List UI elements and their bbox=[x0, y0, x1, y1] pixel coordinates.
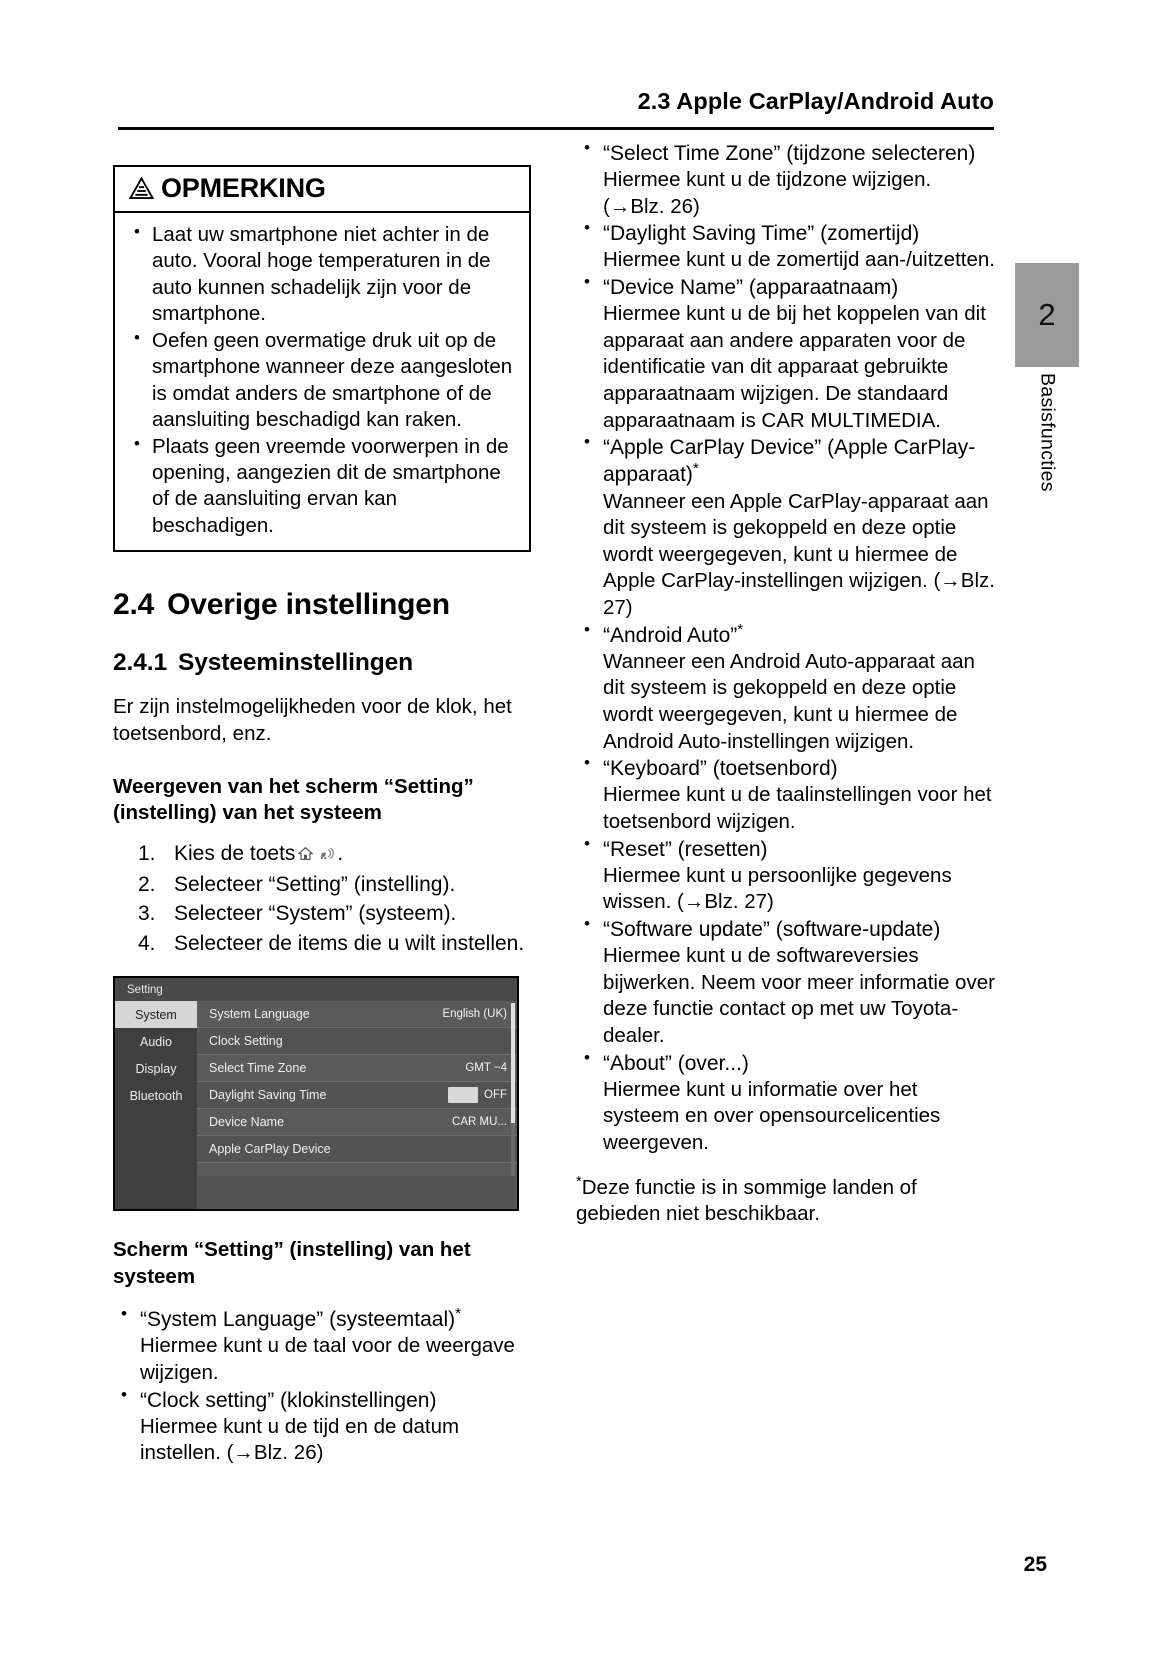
section-title: Overige instellingen bbox=[167, 588, 450, 622]
chapter-tab bbox=[1015, 263, 1079, 367]
item-term: • “Select Time Zone” (tijdzone selecteren) bbox=[603, 142, 976, 165]
subsection-title: Systeeminstellingen bbox=[178, 649, 414, 677]
tab-bluetooth[interactable]: Bluetooth bbox=[115, 1082, 197, 1109]
settings-window-title: Setting bbox=[115, 978, 517, 1001]
notice-body bbox=[115, 213, 529, 550]
step-item bbox=[138, 839, 533, 870]
page-title: 2.3 Apple CarPlay/Android Auto bbox=[637, 88, 994, 114]
notice-box bbox=[113, 165, 531, 552]
list-item bbox=[576, 755, 996, 835]
item-description: Hiermee kunt u informatie over het systeem en over opensourcelicenties weergeven. bbox=[603, 1077, 941, 1155]
item-description: Hiermee kunt u persoonlijke gegevens wissen. (→Blz. 27) bbox=[603, 863, 952, 914]
home-icon bbox=[297, 840, 314, 870]
footnote-marker: * bbox=[455, 1305, 462, 1323]
row-label: Daylight Saving Time bbox=[209, 1088, 327, 1103]
table-row[interactable] bbox=[197, 1055, 517, 1082]
footnote-marker: * bbox=[737, 620, 744, 638]
list-item bbox=[576, 274, 996, 434]
step-text-after: . bbox=[337, 841, 344, 865]
procedure-steps bbox=[113, 839, 533, 959]
settings-screen-figure bbox=[113, 976, 519, 1211]
notice-header bbox=[115, 167, 529, 213]
list-item bbox=[576, 1050, 996, 1157]
subsection-number: 2.4.1 bbox=[113, 649, 167, 677]
table-row[interactable] bbox=[197, 1001, 517, 1028]
tab-audio[interactable]: Audio bbox=[115, 1028, 197, 1055]
item-description: Hiermee kunt u de bij het koppelen van dit apparaat aan andere apparaten voor de identificatie van dit apparaat gebruikte apparaatnaam wijzigen. De standaard apparaatnaam is CAR MULTIMEDIA. bbox=[603, 302, 986, 432]
item-term: • “Keyboard” (toetsenbord) bbox=[603, 757, 838, 781]
intro-paragraph: Er zijn instelmogelijkheden voor de klok, het toetsenbord, enz. bbox=[113, 695, 512, 745]
item-description: Hiermee kunt u de taalinstellingen voor het toetsenbord wijzigen. bbox=[603, 783, 992, 834]
row-value: GMT −4 bbox=[465, 1062, 507, 1075]
section-number: 2.4 bbox=[113, 588, 155, 622]
chapter-number: 2 bbox=[1038, 297, 1056, 332]
footnote bbox=[576, 1175, 996, 1228]
settings-screen-heading: Scherm “Setting” (instelling) van het systeem bbox=[113, 1238, 471, 1288]
item-term: • “About” (over...) bbox=[603, 1051, 749, 1075]
chapter-label-text: Basisfuncties bbox=[1036, 373, 1059, 492]
list-item bbox=[576, 140, 996, 220]
table-row[interactable] bbox=[197, 1028, 517, 1055]
item-term bbox=[603, 622, 996, 649]
settings-footer-bar bbox=[197, 1176, 517, 1209]
row-label: Clock Setting bbox=[209, 1034, 283, 1049]
item-term: • “Software update” (software-update) bbox=[603, 918, 941, 942]
row-label: Device Name bbox=[209, 1115, 285, 1130]
header-divider bbox=[118, 127, 994, 130]
chapter-label bbox=[1015, 373, 1079, 583]
step-number: 4. bbox=[138, 932, 156, 956]
list-item bbox=[113, 1306, 533, 1386]
item-term: • “Device Name” (apparaatnaam) bbox=[603, 276, 899, 300]
list-item: • Laat uw smartphone niet achter in de auto. Vooral hoge temperaturen in de auto kunnen schadelijk zijn voor de smartphone. bbox=[127, 222, 517, 328]
tab-system[interactable]: System bbox=[115, 1001, 197, 1028]
list-item bbox=[576, 434, 996, 621]
table-row[interactable] bbox=[197, 1109, 517, 1136]
item-description: Hiermee kunt u de tijd en de datum instellen. (→Blz. 26) bbox=[140, 1414, 460, 1465]
step-number: 2. bbox=[138, 872, 156, 896]
item-term-text: “System Language” (systeemtaal) bbox=[140, 1308, 456, 1332]
footnote-text: Deze functie is in sommige landen of gebieden niet beschikbaar. bbox=[576, 1175, 917, 1226]
list-item: • Plaats geen vreemde voorwerpen in de opening, aangezien dit de smartphone of de aansluiting ervan kan beschadigen. bbox=[127, 434, 517, 540]
item-term: • “Daylight Saving Time” (zomertijd) bbox=[603, 222, 920, 246]
right-column bbox=[576, 140, 996, 1228]
item-term: • “Reset” (resetten) bbox=[603, 837, 768, 861]
list-item bbox=[113, 1387, 533, 1467]
table-row[interactable] bbox=[197, 1136, 517, 1163]
scrollbar-thumb[interactable] bbox=[511, 1003, 515, 1123]
item-description: Hiermee kunt u de softwareversies bijwerken. Neem voor meer informatie over deze functie contact op met uw Toyota-dealer. bbox=[603, 944, 995, 1048]
step-item bbox=[138, 929, 533, 959]
subsection-heading bbox=[113, 649, 533, 677]
step-item bbox=[138, 899, 533, 929]
toggle-switch[interactable] bbox=[448, 1087, 478, 1103]
step-item bbox=[138, 870, 533, 900]
row-value: English (UK) bbox=[442, 1008, 507, 1021]
left-column bbox=[113, 165, 533, 1467]
page-header bbox=[118, 88, 994, 130]
step-number: 1. bbox=[138, 841, 156, 865]
item-description: Hiermee kunt u de tijdzone wijzigen. (→Blz. 26) bbox=[603, 168, 932, 218]
item-term bbox=[603, 434, 996, 488]
daylight-saving-toggle[interactable] bbox=[448, 1087, 507, 1103]
tab-display[interactable]: Display bbox=[115, 1055, 197, 1082]
list-item bbox=[576, 622, 996, 756]
item-description: Wanneer een Android Auto-apparaat aan dit systeem is gekoppeld en deze optie wordt weergegeven, kunt u hiermee de Android Auto-instellingen wijzigen. bbox=[603, 649, 975, 753]
footnote-marker: * bbox=[576, 1173, 582, 1190]
settings-tab-list bbox=[115, 1001, 197, 1209]
settings-screen-list bbox=[113, 1306, 533, 1467]
list-item: • Oefen geen overmatige druk uit op de smartphone wanneer deze aangesloten is omdat anders de smartphone of de aansluiting beschadigd kan raken. bbox=[127, 328, 517, 434]
list-item bbox=[576, 220, 996, 274]
page-number: 25 bbox=[1023, 1553, 1047, 1576]
item-term-text: “Android Auto” bbox=[603, 623, 738, 647]
section-heading bbox=[113, 588, 533, 622]
item-description: Hiermee kunt u de taal voor de weergave wijzigen. bbox=[140, 1334, 515, 1385]
table-row[interactable] bbox=[197, 1082, 517, 1109]
step-text: Selecteer “System” (systeem). bbox=[174, 902, 457, 926]
list-item bbox=[576, 836, 996, 916]
row-label: Select Time Zone bbox=[209, 1061, 307, 1076]
item-description: Hiermee kunt u de zomertijd aan-/uitzetten. bbox=[603, 248, 995, 272]
item-term: • “Clock setting” (klokinstellingen) bbox=[140, 1388, 437, 1412]
step-text: Kies de toets bbox=[174, 841, 296, 865]
row-label: Apple CarPlay Device bbox=[209, 1142, 331, 1157]
item-term-text: “Apple CarPlay Device” (Apple CarPlay-apparaat) bbox=[603, 436, 976, 487]
step-text: Selecteer de items die u wilt instellen. bbox=[174, 932, 525, 956]
procedure-heading: Weergeven van het scherm “Setting” (instelling) van het systeem bbox=[113, 774, 474, 825]
step-text: Selecteer “Setting” (instelling). bbox=[174, 872, 456, 896]
item-description: Wanneer een Apple CarPlay-apparaat aan dit systeem is gekoppeld en deze optie wordt weergegeven, kunt u hiermee de Apple CarPlay-instellingen wijzigen. (→Blz. 27) bbox=[603, 489, 995, 620]
step-number: 3. bbox=[138, 902, 156, 926]
settings-items-list bbox=[576, 140, 996, 1157]
car-audio-icon bbox=[318, 840, 335, 870]
footnote-marker: * bbox=[692, 460, 699, 478]
row-label: System Language bbox=[209, 1007, 310, 1022]
notice-list bbox=[127, 222, 517, 539]
row-value: CAR MU... bbox=[452, 1116, 507, 1129]
warning-triangle-icon bbox=[129, 177, 154, 200]
notice-title: OPMERKING bbox=[161, 173, 326, 203]
item-term bbox=[140, 1306, 533, 1333]
row-value: OFF bbox=[484, 1089, 507, 1102]
list-item bbox=[576, 916, 996, 1050]
